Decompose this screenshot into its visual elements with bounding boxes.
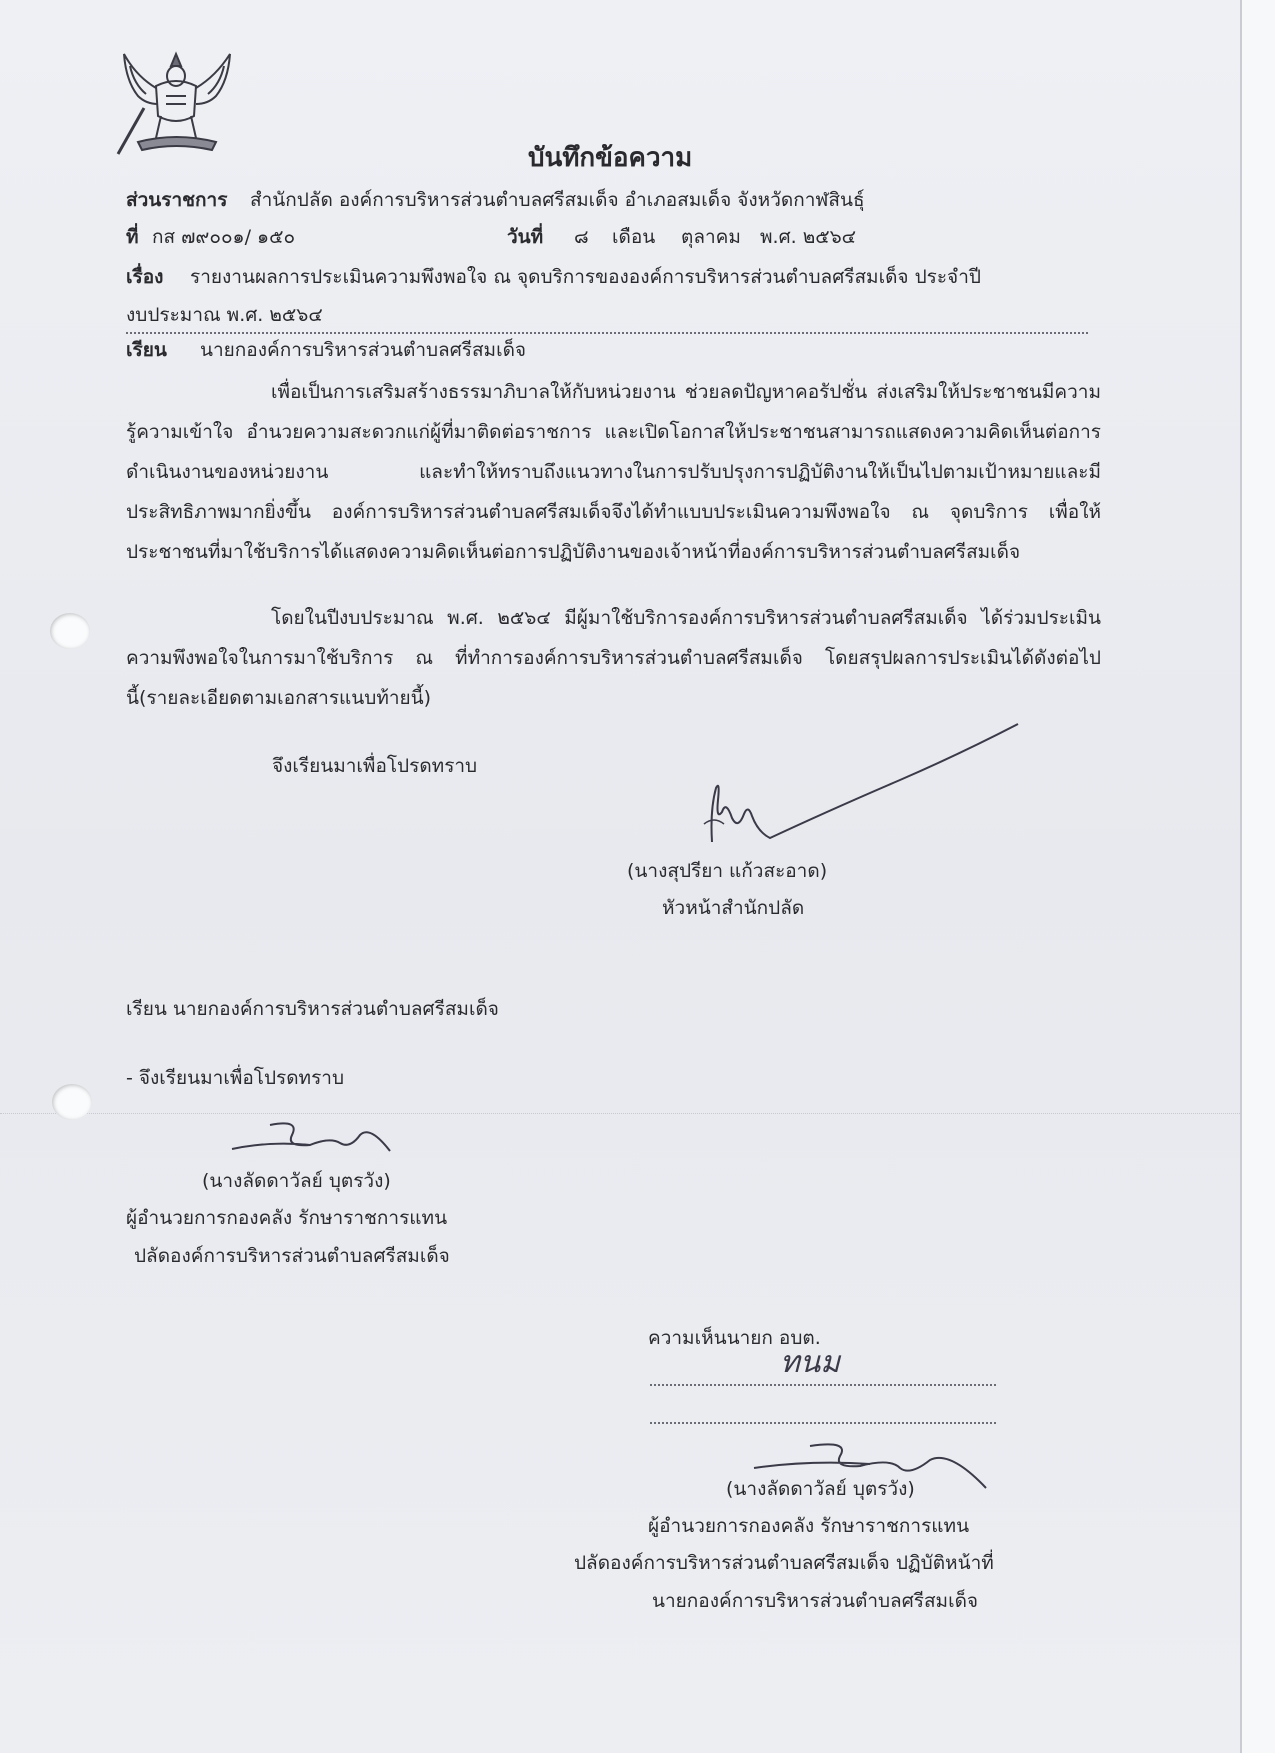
endorsement1-note: - จึงเรียนมาเพื่อโปรดทราบ — [126, 1067, 345, 1089]
signature-2 — [230, 1115, 400, 1155]
punch-hole-bottom — [52, 1084, 92, 1120]
page-edge — [1240, 0, 1275, 1753]
closing-line: จึงเรียนมาเพื่อโปรดทราบ — [272, 755, 478, 777]
signature-1 — [700, 720, 1020, 850]
date-label: วันที่ — [507, 226, 544, 248]
to-value: นายกองค์การบริหารส่วนตำบลศรีสมเด็จ — [200, 339, 527, 361]
agency-value: สำนักปลัด องค์การบริหารส่วนตำบลศรีสมเด็จ อำเภอสมเด็จ จังหวัดกาฬสินธุ์ — [250, 189, 865, 211]
subject-line1: รายงานผลการประเมินความพึงพอใจ ณ จุดบริการขององค์การบริหารส่วนตำบลศรีสมเด็จ ประจำปี — [190, 266, 981, 288]
to-label: เรียน — [126, 339, 167, 361]
endorsement1-to: เรียน นายกองค์การบริหารส่วนตำบลศรีสมเด็จ — [126, 998, 499, 1020]
endorsement2-signer-name: (นางลัดดาวัลย์ บุตรวัง) — [726, 1478, 915, 1500]
body-paragraph-1: เพื่อเป็นการเสริมสร้างธรรมาภิบาลให้กับหน่วยงาน ช่วยลดปัญหาคอรัปชั่น ส่งเสริมให้ประชาชนมีความรู้ความเข้าใจ อำนวยความสะดวกแก่ผู้ที่มาติดต่อราชการ และเปิดโอกาสให้ประชาชนสามารถแสดงความคิดเห็นต่อการดำเนินงานของหน่วยงาน และทำให้ทราบถึงแนวทางในการปรับปรุงการปฏิบัติงานให้เป็นไปตามเป้าหมายและมีประสิทธิภาพมากยิ่งขึ้น องค์การบริหารส่วนตำบลศรีสมเด็จจึงได้ทำแบบประเมินความพึงพอใจ ณ จุดบริการ เพื่อให้ประชาชนที่มาใช้บริการได้แสดงความคิดเห็นต่อการปฏิบัติงานของเจ้าหน้าที่องค์การบริหารส่วนตำบลศรีสมเด็จ — [126, 381, 1101, 563]
endorsement1-signer-name: (นางลัดดาวัลย์ บุตรวัง) — [202, 1170, 391, 1192]
garuda-emblem-icon — [116, 46, 238, 158]
year-value: พ.ศ. ๒๕๖๔ — [760, 226, 857, 248]
ref-value: กส ๗๙๐๐๑/ ๑๕๐ — [152, 226, 296, 248]
signer1-title: หัวหน้าสำนักปลัด — [662, 897, 805, 919]
body-paragraph-2: โดยในปีงบประมาณ พ.ศ. ๒๕๖๔ มีผู้มาใช้บริการองค์การบริหารส่วนตำบลศรีสมเด็จ ได้ร่วมประเมินความพึงพอใจในการมาใช้บริการ ณ ที่ทำการองค์การบริหารส่วนตำบลศรีสมเด็จ โดยสรุปผลการประเมินได้ดังต่อไปนี้(รายละเอียดตามเอกสารแนบท้ายนี้) — [126, 607, 1101, 709]
agency-label: ส่วนราชการ — [126, 189, 228, 211]
month-label: เดือน — [612, 226, 656, 248]
endorsement2-signer-title3: นายกองค์การบริหารส่วนตำบลศรีสมเด็จ — [652, 1590, 979, 1612]
endorsement1-signer-title2: ปลัดองค์การบริหารส่วนตำบลศรีสมเด็จ — [134, 1245, 450, 1267]
fold-line — [0, 1113, 1240, 1116]
handwritten-comment: ทนม — [780, 1345, 841, 1380]
signer1-name: (นางสุปรียา แก้วสะอาด) — [627, 860, 828, 882]
month-value: ตุลาคม — [681, 226, 741, 248]
header-divider — [126, 332, 1088, 334]
endorsement1-signer-title1: ผู้อำนวยการกองคลัง รักษาราชการแทน — [126, 1207, 448, 1229]
memo-title: บันทึกข้อความ — [528, 143, 693, 173]
date-day: ๘ — [574, 226, 589, 248]
comment-line-2 — [650, 1422, 996, 1424]
subject-line2: งบประมาณ พ.ศ. ๒๕๖๔ — [126, 304, 323, 326]
punch-hole-top — [50, 613, 90, 649]
subject-label: เรื่อง — [126, 266, 164, 288]
comment-line-1 — [650, 1384, 996, 1386]
endorsement2-signer-title2: ปลัดองค์การบริหารส่วนตำบลศรีสมเด็จ ปฏิบัติหน้าที่ — [574, 1552, 994, 1574]
endorsement2-signer-title1: ผู้อำนวยการกองคลัง รักษาราชการแทน — [648, 1515, 970, 1537]
endorsement2-label: ความเห็นนายก อบต. — [648, 1327, 821, 1349]
ref-label: ที่ — [126, 226, 139, 248]
